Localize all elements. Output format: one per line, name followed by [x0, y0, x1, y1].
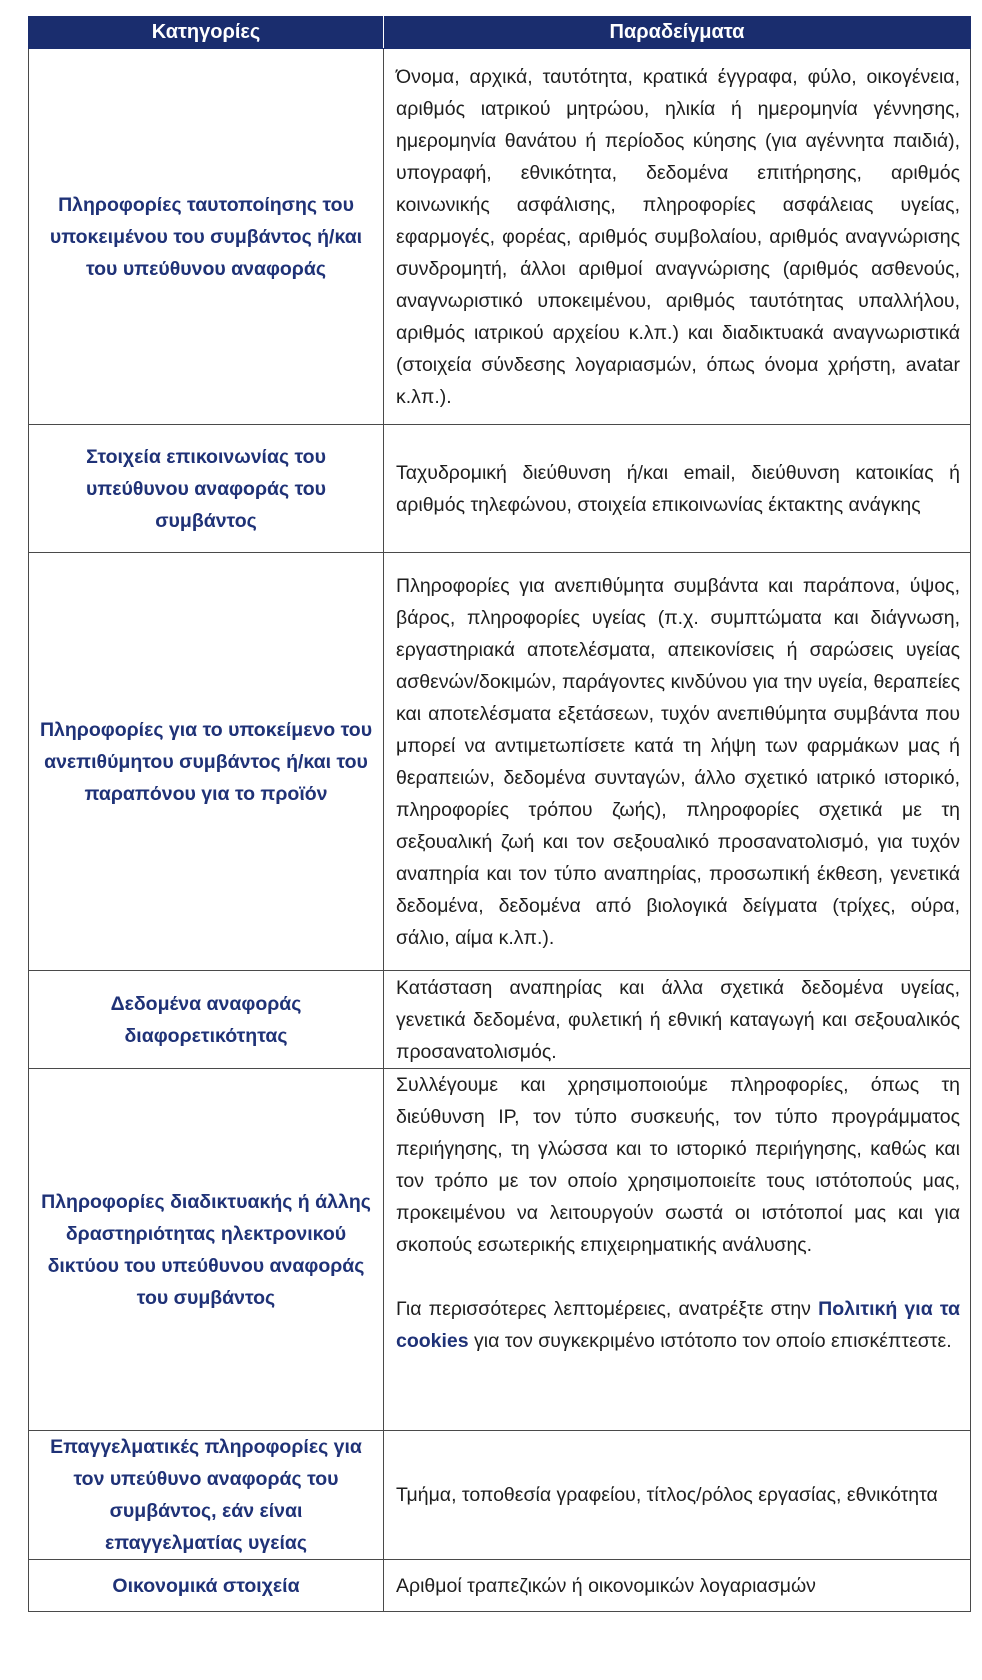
category-cell: Επαγγελματικές πληροφορίες για τον υπεύθυνο αναφοράς του συμβάντος, εάν είναι επαγγελματίας υγείας: [29, 1431, 384, 1560]
category-cell: Οικονομικά στοιχεία: [29, 1560, 384, 1612]
table-row: [29, 1069, 971, 1431]
cookie-paragraph: [396, 1293, 960, 1357]
table-row: [29, 971, 971, 1069]
example-cell: Κατάσταση αναπηρίας και άλλα σχετικά δεδομένα υγείας, γενετικά δεδομένα, φυλετική ή εθνική καταγωγή και σεξουαλικός προσανατολισμός.: [384, 971, 971, 1069]
example-cell: Αριθμοί τραπεζικών ή οικονομικών λογαριασμών: [384, 1560, 971, 1612]
cookie-text-after: για τον συγκεκριμένο ιστότοπο τον οποίο επισκέπτεστε.: [468, 1330, 952, 1352]
header-examples: Παραδείγματα: [384, 17, 971, 49]
table-row: [29, 553, 971, 971]
cookie-text-before: Για περισσότερες λεπτομέρειες, ανατρέξτε στην: [396, 1298, 819, 1320]
example-paragraph: Συλλέγουμε και χρησιμοποιούμε πληροφορίες, όπως τη διεύθυνση IP, τον τύπο συσκευής, τον τύπο προγράμματος περιήγησης, τη γλώσσα και το ιστορικό περιήγησης, καθώς και τον τρόπο με τον οποίο χρησιμοποιείτε τους ιστότοπούς μας, προκειμένου να λειτουργούν σωστά οι ιστότοποί μας και για σκοπούς εσωτερικής επιχειρηματικής ανάλυσης.: [396, 1074, 960, 1256]
table-row: [29, 425, 971, 553]
category-cell: Πληροφορίες για το υποκείμενο του ανεπιθύμητου συμβάντος ή/και του παραπόνου για το προϊόν: [29, 553, 384, 971]
category-cell: Δεδομένα αναφοράς διαφορετικότητας: [29, 971, 384, 1069]
header-categories: Κατηγορίες: [29, 17, 384, 49]
table-row: [29, 49, 971, 425]
example-cell: Ταχυδρομική διεύθυνση ή/και email, διεύθυνση κατοικίας ή αριθμός τηλεφώνου, στοιχεία επικοινωνίας έκτακτης ανάγκης: [384, 425, 971, 553]
example-cell: Τμήμα, τοποθεσία γραφείου, τίτλος/ρόλος εργασίας, εθνικότητα: [384, 1431, 971, 1560]
personal-data-table: [28, 16, 971, 1612]
paragraph-gap: [396, 1261, 960, 1293]
category-cell: Πληροφορίες διαδικτυακής ή άλλης δραστηριότητας ηλεκτρονικού δικτύου του υπεύθυνου αναφοράς του συμβάντος: [29, 1069, 384, 1431]
header-row: [29, 17, 971, 49]
cookie-policy-link[interactable]: Πολιτική για τα cookies: [396, 1298, 960, 1352]
table-body: [29, 49, 971, 1612]
category-cell: Πληροφορίες ταυτοποίησης του υποκειμένου του συμβάντος ή/και του υπεύθυνου αναφοράς: [29, 49, 384, 425]
table-header: [29, 17, 971, 49]
table-row: [29, 1431, 971, 1560]
example-cell: Πληροφορίες για ανεπιθύμητα συμβάντα και παράπονα, ύψος, βάρος, πληροφορίες υγείας (π.χ. συμπτώματα και διάγνωση, εργαστηριακά αποτελέσματα, απεικονίσεις ή σαρώσεις υγείας ασθενών/δοκιμών, παράγοντες κινδύνου για την υγεία, θεραπείες και αποτελέσματα εξετάσεων, τυχόν ανεπιθύμητα συμβάντα που μπορεί να αντιμετωπίσετε κατά τη λήψη των φαρμάκων μας ή θεραπειών, δεδομένα συνταγών, άλλο σχετικό ιατρικό ιστορικό, πληροφορίες τρόπου ζωής), πληροφορίες σχετικά με τη σεξουαλική ζωή και τον σεξουαλικό προσανατολισμό, για τυχόν αναπηρία και τον τύπο αναπηρίας, προσωπική έκθεση, γενετικά δεδομένα, δεδομένα από βιολογικά δείγματα (τρίχες, ούρα, σάλιο, αίμα κ.λπ.).: [384, 553, 971, 971]
table-row: [29, 1560, 971, 1612]
example-cell: Όνομα, αρχικά, ταυτότητα, κρατικά έγγραφα, φύλο, οικογένεια, αριθμός ιατρικού μητρώου, ηλικία ή ημερομηνία γέννησης, ημερομηνία θανάτου ή περίοδος κύησης (για αγέννητα παιδιά), υπογραφή, εθνικότητα, δεδομένα επιτήρησης, αριθμός κοινωνικής ασφάλισης, πληροφορίες ασφάλειας υγείας, εφαρμογές, φορέας, αριθμός συμβολαίου, αριθμός αναγνώρισης συνδρομητή, άλλοι αριθμοί αναγνώρισης (αριθμός ασθενούς, αναγνωριστικό υποκειμένου, αριθμός ταυτότητας υπαλλήλου, αριθμός ιατρικού αρχείου κ.λπ.) και διαδικτυακά αναγνωριστικά (στοιχεία σύνδεσης λογαριασμών, όπως όνομα χρήστη, avatar κ.λπ.).: [384, 49, 971, 425]
example-cell: [384, 1069, 971, 1431]
category-cell: Στοιχεία επικοινωνίας του υπεύθυνου αναφοράς του συμβάντος: [29, 425, 384, 553]
